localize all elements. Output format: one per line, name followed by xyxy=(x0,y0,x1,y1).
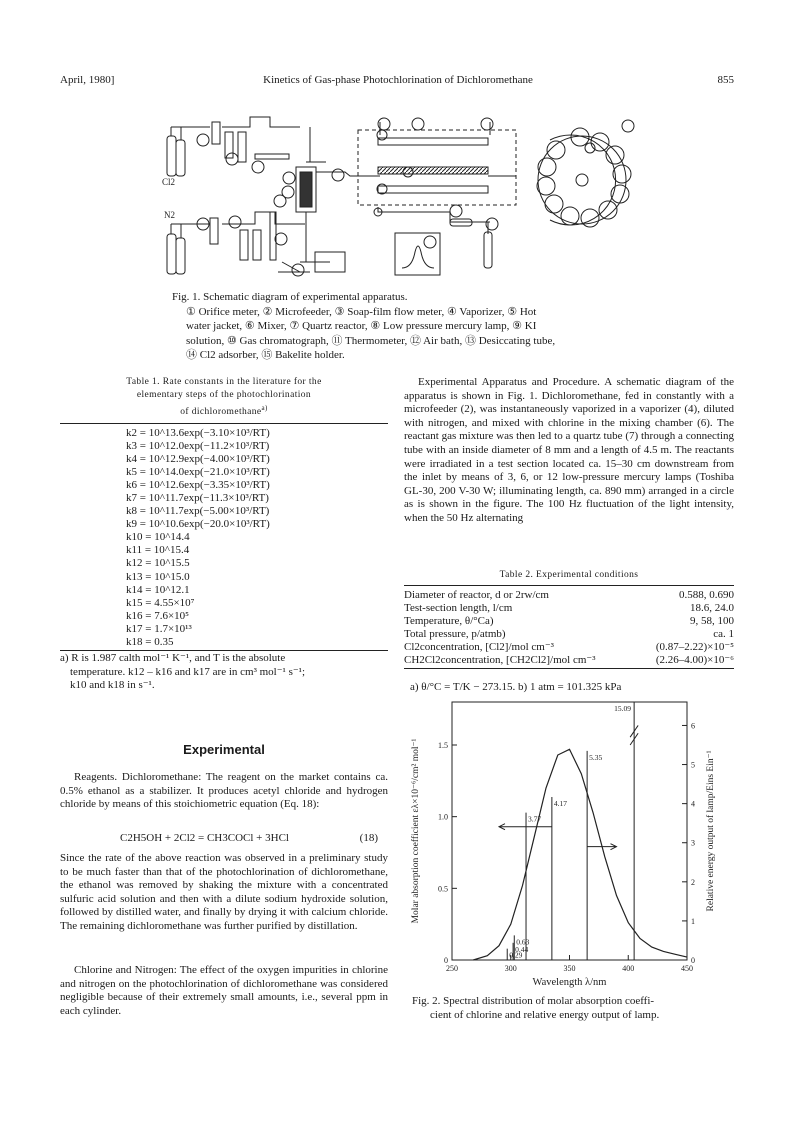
n2-label: N2 xyxy=(164,210,175,220)
x-tick-label: 300 xyxy=(504,964,517,973)
y-right-tick-label: 2 xyxy=(691,877,695,887)
table2-label: Cl2concentration, [Cl2]/mol cm⁻³ xyxy=(404,640,554,653)
y-left-tick-label: 1.5 xyxy=(438,741,448,750)
chlorine-nitrogen-text: Chlorine and Nitrogen: The effect of the oxygen impurities in chlorine and nitrogen on the photochlorination of dichloromethane was considered negligible because of their extremely small amounts, i.e., several ppm in each cylinder. xyxy=(60,964,388,1017)
lamp-line-label: 5.35 xyxy=(589,752,603,762)
table1-top-rule xyxy=(60,423,388,424)
table1-row: k8 = 10^11.7exp(−5.00×10³/RT) xyxy=(126,505,270,518)
x-tick-label: 450 xyxy=(681,964,693,973)
table2-rows xyxy=(404,589,734,666)
x-tick-label: 250 xyxy=(446,964,458,973)
table2-label: Diameter of reactor, d or 2rw/cm xyxy=(404,589,549,601)
lamp-line-label: 0.63 xyxy=(516,937,530,947)
figure1-apparatus-diagram xyxy=(150,112,650,284)
y-left-tick-label: 1.0 xyxy=(438,812,448,822)
y-right-tick-label: 3 xyxy=(691,838,695,848)
table1-title-note: a) xyxy=(261,404,268,412)
table1-title-line: elementary steps of the photochlorination xyxy=(136,390,312,400)
table1-row: k2 = 10^13.6exp(−3.10×10³/RT) xyxy=(126,427,270,439)
y-right-tick-label: 5 xyxy=(691,760,695,770)
table1-row: k4 = 10^12.9exp(−4.00×10³/RT) xyxy=(126,453,270,466)
chlorine-nitrogen-paragraph xyxy=(60,964,388,1018)
plot-frame xyxy=(452,702,687,960)
n2-cylinder xyxy=(167,224,210,274)
table1-footnote-line: a) R is 1.987 calth mol⁻¹ K⁻¹, and T is the absolute xyxy=(60,652,286,664)
purification-paragraph xyxy=(60,852,388,934)
table1-row: k9 = 10^10.6exp(−20.0×10³/RT) xyxy=(126,518,270,531)
figure1-caption-line: solution, ⑩ Gas chromatograph, ⑪ Thermometer, ⑫ Air bath, ⑬ Desiccating tube, xyxy=(186,334,556,347)
lamp-line-label: 3.77 xyxy=(528,814,542,824)
y-right-axis-label: Relative energy output of lamp/Eins Ein⁻¹ xyxy=(706,750,716,912)
figure2-chart xyxy=(404,692,734,990)
table2-row xyxy=(404,628,734,641)
table1-row: k16 = 7.6×10⁵ xyxy=(126,609,189,622)
table2-row xyxy=(404,602,734,615)
table2-bottom-rule xyxy=(404,668,734,669)
table1-title-line: of dichloromethane xyxy=(180,407,262,418)
y-right-tick-label: 1 xyxy=(691,916,695,926)
lamp-line-label: 0.29 xyxy=(509,950,523,960)
table2-footnote: a) θ/°C = T/K − 273.15. b) 1 atm = 101.325 kPa xyxy=(410,681,622,693)
table2-row xyxy=(404,589,734,602)
absorption-curve xyxy=(473,749,687,960)
table2-value: ca. 1 xyxy=(713,627,734,640)
y-left-axis-label: Molar absorption coefficient ελ×10⁻⁶/cm² mol⁻¹ xyxy=(411,738,421,924)
table1-row: k17 = 1.7×10¹³ xyxy=(126,622,192,635)
lamp-line-label: 4.17 xyxy=(553,798,567,808)
table1-rows xyxy=(126,427,270,649)
figure2-caption xyxy=(412,995,734,1022)
arrow-to-left-axis xyxy=(499,824,552,830)
table1-row: k12 = 10^15.5 xyxy=(126,557,190,570)
table2-label: Temperature, θ/°Ca) xyxy=(404,614,494,627)
x-tick-label: 350 xyxy=(563,964,576,973)
y-right-tick-label: 0 xyxy=(691,956,695,965)
table1-title xyxy=(60,376,388,419)
table1-footnote-line: temperature. k12 – k16 and k17 are in cm³ mol⁻¹ s⁻¹; xyxy=(70,665,306,678)
table2-label: Test-section length, l/cm xyxy=(404,601,513,614)
cl2-label: Cl2 xyxy=(162,177,176,187)
header-date: April, 1980] xyxy=(60,74,115,86)
figure2-caption-line: cient of chlorine and relative energy output of lamp. xyxy=(430,1008,660,1021)
y-left-tick-label: 0.5 xyxy=(438,884,448,894)
table2-value: (2.26–4.00)×10⁻⁶ xyxy=(655,653,734,666)
table2-row xyxy=(404,654,734,667)
equation-text: C2H5OH + 2Cl2 = CH3COCl + 3HCl xyxy=(120,832,289,844)
header-page-number: 855 xyxy=(717,74,734,86)
table1-row: k3 = 10^12.0exp(−11.2×10³/RT) xyxy=(126,440,270,453)
figure1-caption-line: ⑭ Cl2 adsorber, ⑮ Bakelite holder. xyxy=(186,349,345,361)
table2-label: CH2Cl2concentration, [CH2Cl2]/mol cm⁻³ xyxy=(404,653,596,666)
lamp-line-label: 0.44 xyxy=(515,944,529,954)
bakelite-holder-cross-section xyxy=(537,120,634,227)
figure1-caption-line: ① Orifice meter, ② Microfeeder, ③ Soap-film flow meter, ④ Vaporizer, ⑤ Hot xyxy=(186,305,537,318)
table2-value: 9, 58, 100 xyxy=(690,614,734,627)
y-right-tick-label: 4 xyxy=(691,799,695,809)
table1-row: k13 = 10^15.0 xyxy=(126,570,190,583)
figure1-caption-line: water jacket, ⑥ Mixer, ⑦ Quartz reactor, ⑧ Low pressure mercury lamp, ⑨ KI xyxy=(186,320,537,332)
header-title: Kinetics of Gas-phase Photochlorination of Dichloromethane xyxy=(263,74,533,86)
x-tick-label: 400 xyxy=(622,964,635,973)
reagents-text: Reagents. Dichloromethane: The reagent on the market contains ca. 0.5% ethanol as a stabilizer. It produces acetyl chloride and hydrogen chloride by means of this stoichiometric equation (Eq. 18): xyxy=(60,771,388,811)
table2-value: 18.6, 24.0 xyxy=(690,601,734,614)
table1-row: k14 = 10^12.1 xyxy=(126,583,190,596)
table2-value: 0.588, 0.690 xyxy=(679,589,734,601)
table1-footnote xyxy=(60,652,388,693)
table1-row: k7 = 10^11.7exp(−11.3×10³/RT) xyxy=(126,492,269,505)
reagents-paragraph xyxy=(60,771,388,812)
table1-title-line: Table 1. Rate constants in the literature for the xyxy=(126,377,322,387)
table1-row: k5 = 10^14.0exp(−21.0×10³/RT) xyxy=(126,466,270,479)
figure1-caption xyxy=(172,290,642,363)
table2-row xyxy=(404,641,734,654)
apparatus-text: Experimental Apparatus and Procedure. A schematic diagram of the apparatus is shown in Fig. 1. Dichloromethane, fed in constantly with a microfeeder (2), was instantaneously vaporized in a vaporizer (4), diluted with nitrogen, and mixed with chlorine in the mixing chamber (6). The reactant gas mixture was then led to a quartz tube (7) through a connecting tube with an inside diameter of 8 mm and a length of 4.5 m. The reactants were irradiated in a test section located ca. 15–30 cm downstream from the inlet by means of 3, 6, or 12 low-pressure mercury lamps (Toshiba GL-30, 200 V-30 W; illuminating length, ca. 890 mm) arranged in a circle as is shown in the figure. The 100 Hz fluctuation of the light intensity, when the 50 Hz alternating xyxy=(404,376,734,524)
table2-top-rule xyxy=(404,585,734,586)
table2-value: (0.87–2.22)×10⁻⁵ xyxy=(655,640,734,653)
lamp-line-label: 15.09 xyxy=(614,704,631,713)
table1-bottom-rule xyxy=(60,650,388,651)
figure1-caption-title: Fig. 1. Schematic diagram of experimental apparatus. xyxy=(172,291,408,303)
table1-row: k11 = 10^15.4 xyxy=(126,544,190,557)
equation-number: (18) xyxy=(359,832,378,844)
table2-row xyxy=(404,615,734,628)
purification-text: Since the rate of the above reaction was observed in a preliminary study to be much faster than that of the photochlorination of dichloromethane, the ethanol was removed by shaking the mixture with a concentrated sulfuric acid solution and then with a dilute sodium hydroxide solution, followed by distilled water, and finally by drying it with calcium chloride. The remaining dichloromethane was further purified by distillation. xyxy=(60,852,388,932)
table2-label: Total pressure, p/atmb) xyxy=(404,627,506,640)
table2-title: Table 2. Experimental conditions xyxy=(499,570,639,580)
x-axis-label: Wavelength λ/nm xyxy=(532,977,607,988)
table1-row: k18 = 0.35 xyxy=(126,635,174,648)
table1-row: k6 = 10^12.6exp(−3.35×10³/RT) xyxy=(126,479,270,492)
y-right-tick-label: 6 xyxy=(691,721,695,731)
table1-row: k15 = 4.55×10⁷ xyxy=(126,596,195,609)
y-left-tick-label: 0 xyxy=(444,956,448,965)
apparatus-paragraph xyxy=(404,376,734,526)
section-heading-experimental: Experimental xyxy=(183,742,265,757)
table1-footnote-line: k10 and k18 in s⁻¹. xyxy=(70,679,155,691)
figure2-caption-line: Fig. 2. Spectral distribution of molar absorption coeffi- xyxy=(412,995,655,1007)
table1-row: k10 = 10^14.4 xyxy=(126,531,190,544)
